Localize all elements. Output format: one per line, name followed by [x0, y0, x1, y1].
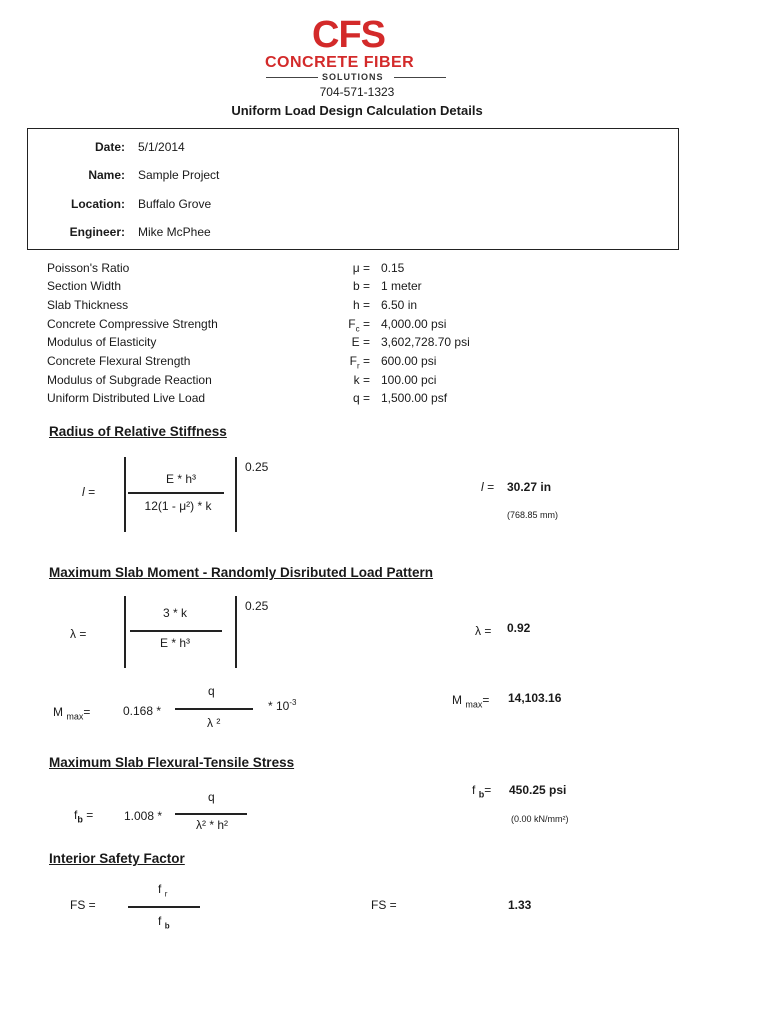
- param-symbol: h =: [352, 298, 370, 312]
- safety-result-label: FS =: [371, 898, 397, 912]
- date-label: Date:: [94, 140, 125, 154]
- name-label: Name:: [88, 168, 125, 182]
- moment-denominator: λ ²: [207, 716, 221, 730]
- moment-result: 14,103.16: [508, 691, 562, 705]
- location-label: Location:: [71, 197, 125, 211]
- name-value: Sample Project: [138, 168, 220, 182]
- moment-coefficient: 0.168 *: [123, 704, 162, 718]
- fraction-bar: [128, 906, 200, 908]
- param-label: Poisson's Ratio: [47, 261, 130, 275]
- param-value: 600.00 psi: [381, 354, 437, 368]
- param-symbol: $F_c$ =: [348, 317, 370, 334]
- logo-letters: CFS: [312, 14, 385, 56]
- stress-numerator: q: [208, 790, 215, 804]
- moment-lhs: M $_{max}$=: [53, 705, 91, 722]
- param-label: Modulus of Elasticity: [47, 335, 157, 349]
- stiffness-result: 30.27 in: [507, 480, 552, 494]
- stress-denominator: λ² * h²: [196, 818, 229, 832]
- stiffness-exponent: 0.25: [245, 460, 269, 474]
- stiffness-result-label: l =: [481, 480, 495, 494]
- stiffness-lhs: l =: [82, 485, 96, 499]
- lambda-result-label: λ =: [475, 624, 492, 638]
- stress-lhs: $f_b$ =: [74, 808, 94, 825]
- engineer-label: Engineer:: [69, 225, 125, 239]
- bracket-left: [124, 596, 126, 668]
- param-value: 0.15: [381, 261, 405, 275]
- logo-rule-right: [394, 77, 446, 78]
- project-info-box: [27, 128, 679, 250]
- fraction-bar: [130, 630, 222, 632]
- stress-result: 450.25 psi: [509, 783, 567, 797]
- bracket-left: [124, 457, 126, 532]
- param-symbol: k =: [353, 373, 370, 387]
- logo-rule-left: [266, 77, 318, 78]
- param-label: Modulus of Subgrade Reaction: [47, 373, 212, 387]
- moment-result-label: M $_{max}$=: [452, 693, 490, 710]
- logo-wordmark: CONCRETE FIBER: [265, 54, 415, 71]
- fraction-bar: [128, 492, 224, 494]
- param-label: Section Width: [47, 279, 122, 293]
- param-value: 6.50 in: [381, 298, 418, 312]
- param-symbol: $F_r$ =: [349, 354, 370, 371]
- phone-number: 704-571-1323: [319, 85, 395, 99]
- safety-lhs: FS =: [70, 898, 96, 912]
- param-label: Concrete Compressive Strength: [47, 317, 218, 331]
- stress-result-metric: (0.00 kN/mm²): [511, 814, 569, 824]
- company-logo: [262, 14, 452, 84]
- section-heading-flexural-stress: Maximum Slab Flexural-Tensile Stress: [49, 755, 295, 770]
- param-value: 3,602,728.70 psi: [381, 335, 470, 349]
- stiffness-numerator: E * h³: [165, 472, 196, 486]
- lambda-numerator: 3 * k: [162, 606, 187, 620]
- bracket-right: [235, 596, 237, 668]
- param-symbol: E =: [351, 335, 370, 349]
- lambda-result: 0.92: [507, 621, 531, 635]
- param-label: Concrete Flexural Strength: [47, 354, 191, 368]
- param-symbol: b =: [352, 279, 370, 293]
- section-heading-relative-stiffness: Radius of Relative Stiffness: [49, 424, 227, 439]
- param-symbol: q =: [352, 391, 370, 405]
- page-title: Uniform Load Design Calculation Details: [231, 103, 483, 118]
- stiffness-denominator: 12(1 - μ²) * k: [144, 499, 212, 513]
- engineer-value: Mike McPhee: [138, 225, 211, 239]
- lambda-lhs: λ =: [70, 627, 87, 641]
- moment-multiplier: * $10^{-3}$: [268, 698, 297, 713]
- param-label: Uniform Distributed Live Load: [47, 391, 206, 405]
- moment-numerator: q: [208, 684, 215, 698]
- fraction-bar: [175, 813, 247, 815]
- bracket-right: [235, 457, 237, 532]
- param-symbol: μ =: [352, 261, 370, 275]
- safety-result: 1.33: [508, 898, 532, 912]
- param-value: 1,500.00 psf: [381, 391, 448, 405]
- lambda-denominator: E * h³: [159, 636, 190, 650]
- safety-denominator: f $_b$: [158, 914, 170, 931]
- param-value: 100.00 pci: [381, 373, 437, 387]
- stress-result-label: f $_b$=: [472, 783, 492, 800]
- param-label: Slab Thickness: [47, 298, 129, 312]
- lambda-exponent: 0.25: [245, 599, 269, 613]
- safety-numerator: f $_r$: [158, 882, 168, 899]
- date-value: 5/1/2014: [138, 140, 185, 154]
- param-value: 4,000.00 psi: [381, 317, 447, 331]
- stiffness-result-metric: (768.85 mm): [507, 510, 559, 520]
- logo-subtitle: SOLUTIONS: [322, 72, 384, 82]
- stress-coefficient: 1.008 *: [124, 809, 163, 823]
- param-value: 1 meter: [381, 279, 422, 293]
- fraction-bar: [175, 708, 253, 710]
- section-heading-safety-factor: Interior Safety Factor: [49, 851, 185, 866]
- location-value: Buffalo Grove: [138, 197, 212, 211]
- section-heading-max-moment: Maximum Slab Moment - Randomly Disributed Load Pattern: [49, 565, 434, 580]
